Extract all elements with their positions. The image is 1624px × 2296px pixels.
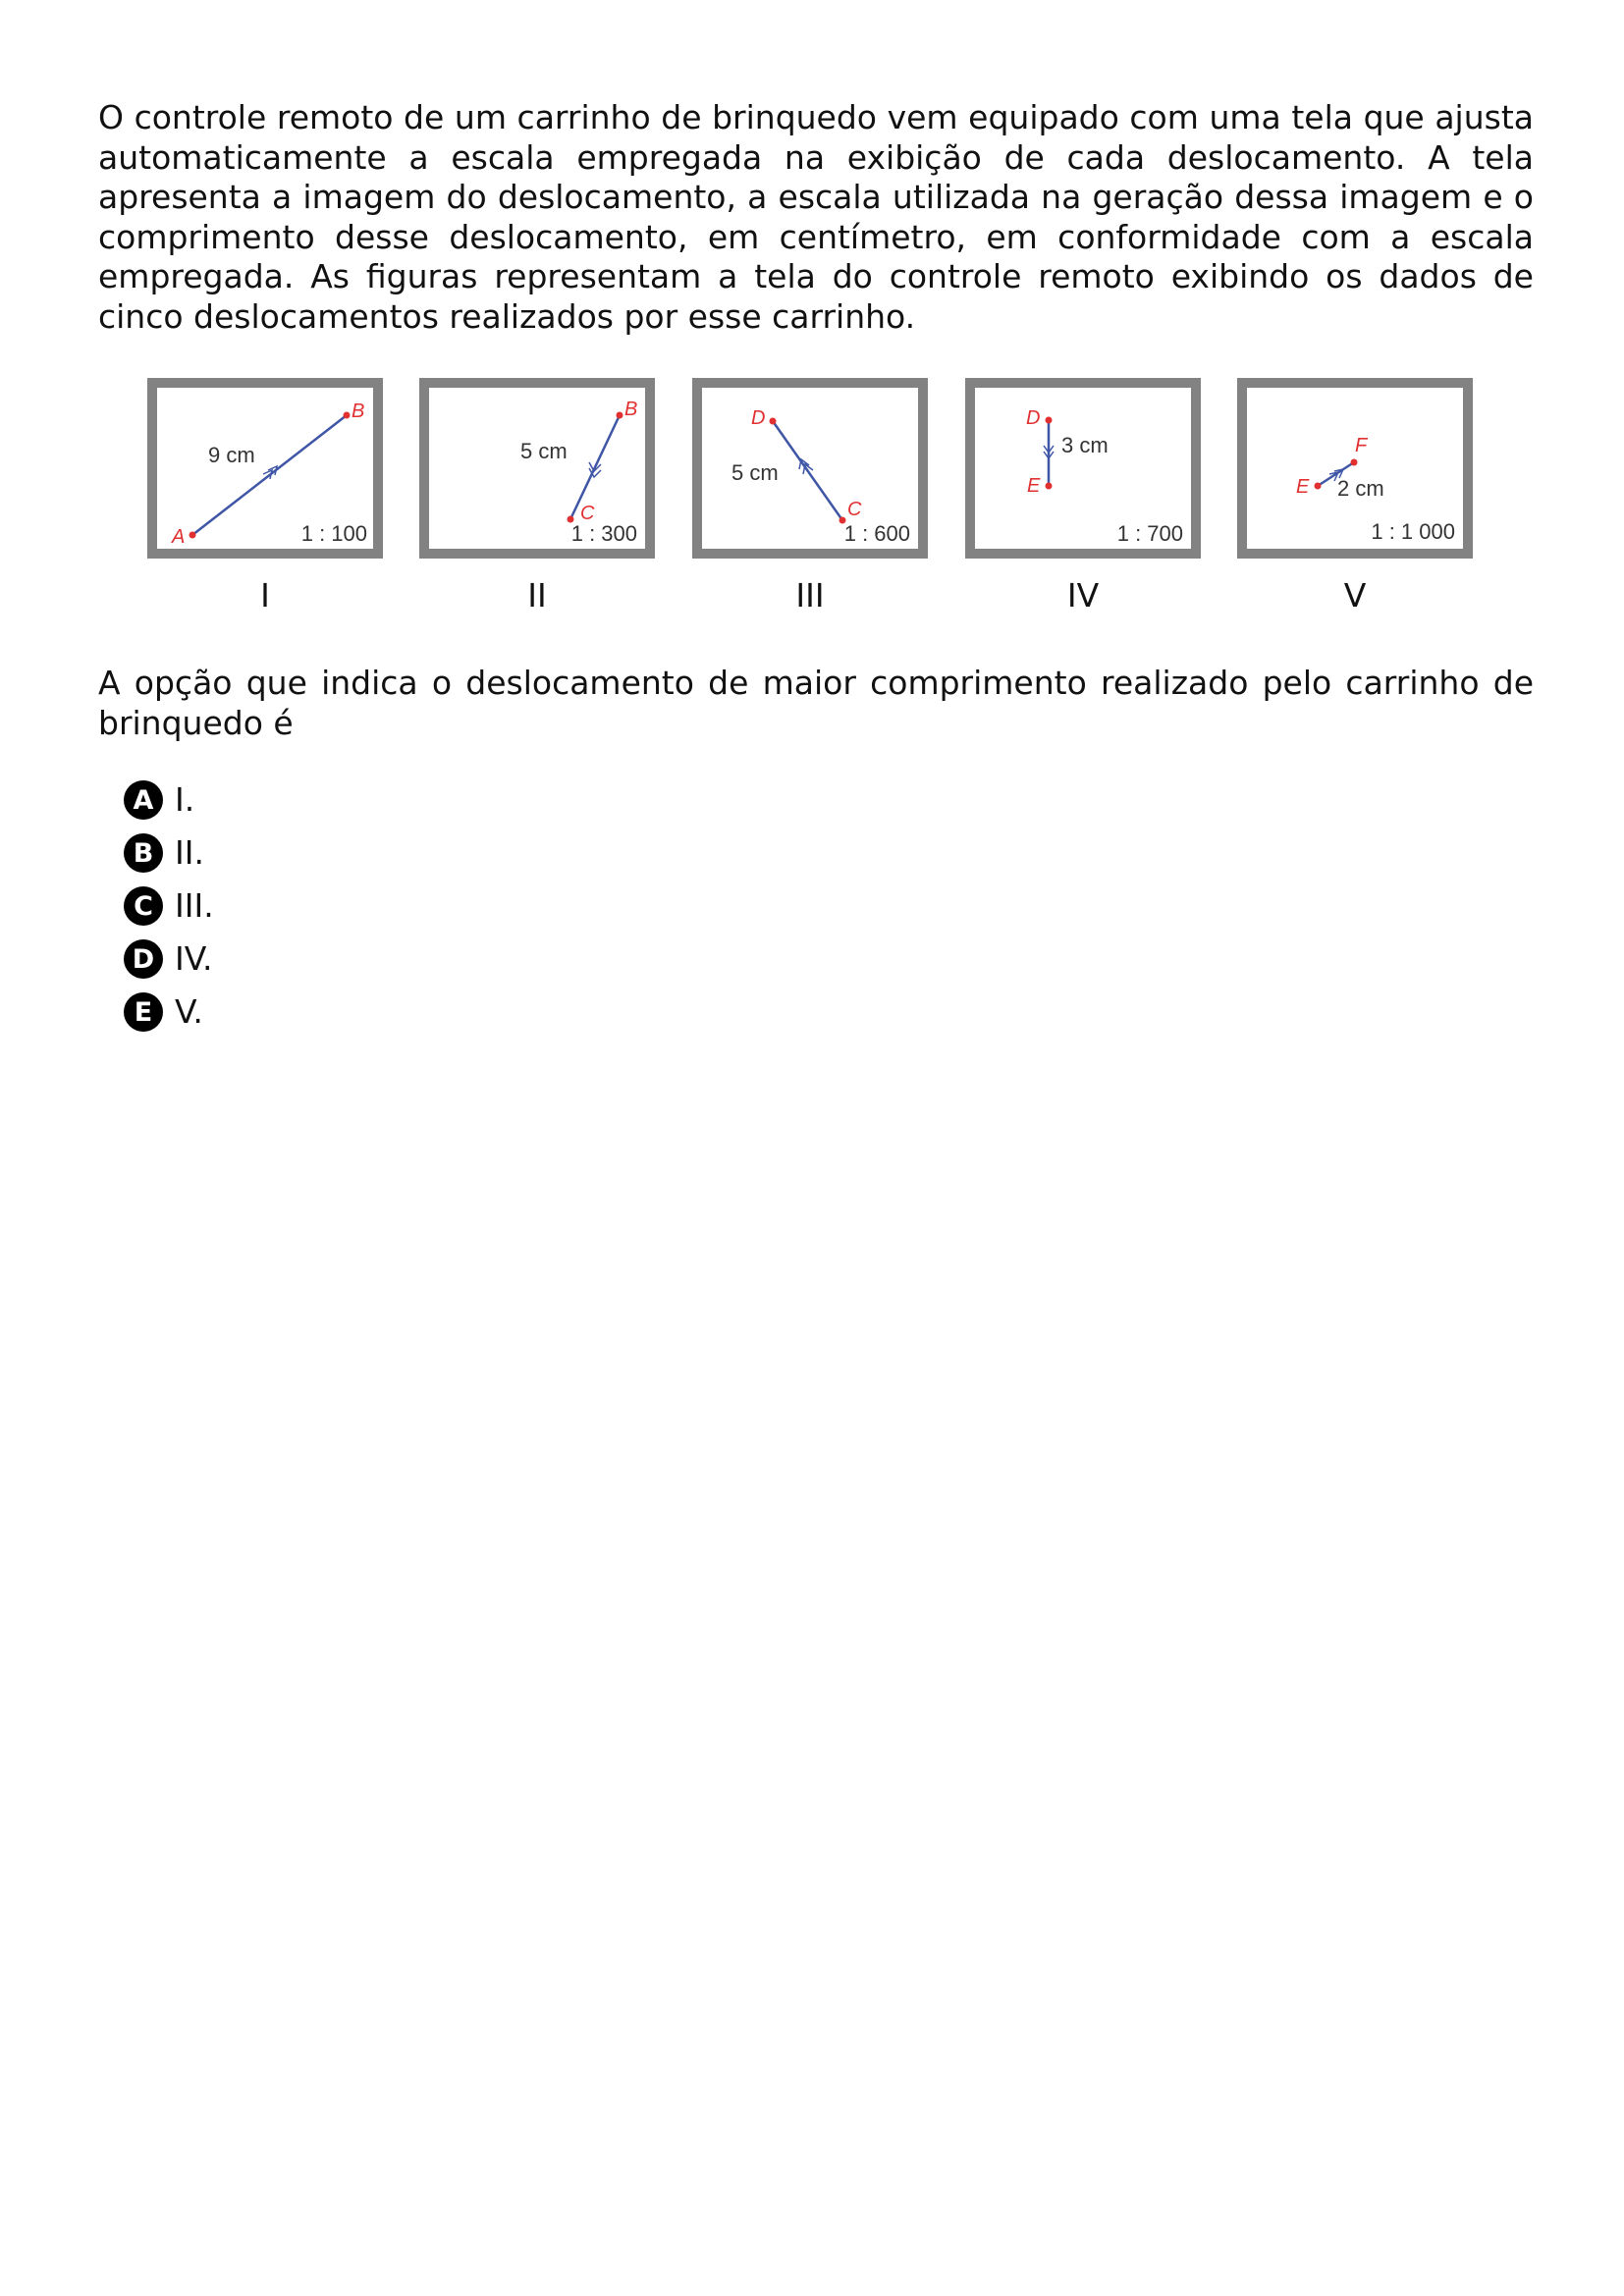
start-point-label: E <box>1296 476 1310 498</box>
option-letter-badge: B <box>124 833 163 873</box>
start-point <box>1046 417 1053 424</box>
displacement-segment <box>192 415 347 535</box>
option-text: V. <box>175 992 203 1031</box>
start-point <box>189 532 196 539</box>
question-prompt: A opção que indica o deslocamento de maior comprimento realizado pelo carrinho de brinquedo é <box>98 664 1534 742</box>
question-stem: O controle remoto de um carrinho de brinquedo vem equipado com uma tela que ajusta automaticamente a escala empregada na exibição de cada deslocamento. A tela apresenta a imagem do deslocamento, a escala utilizada na geração dessa imagem e o comprimento desse deslocamento, em centímetro, em conformidade com a escala empregada. As figuras representam a tela do controle remoto exibindo os dados de cinco deslocamentos realizados por esse carrinho. <box>98 98 1534 336</box>
option-d[interactable] <box>124 933 214 986</box>
start-point <box>1315 483 1322 490</box>
start-point <box>770 418 777 425</box>
option-text: I. <box>175 780 195 819</box>
scale-label: 1 : 600 <box>843 521 910 546</box>
option-b[interactable] <box>124 827 214 880</box>
end-point-label: C <box>847 499 862 520</box>
displacement-segment <box>773 421 842 520</box>
end-point-label: F <box>1355 435 1368 456</box>
screen-caption: IV <box>1066 576 1100 614</box>
start-point-label: D <box>1026 407 1041 429</box>
option-text: III. <box>175 886 214 925</box>
displacement-drawing <box>157 388 373 549</box>
displacement-drawing <box>702 388 918 549</box>
screen-panel-v <box>1237 378 1473 615</box>
remote-screen <box>147 378 383 559</box>
end-point-label: C <box>580 503 595 524</box>
option-letter-badge: D <box>124 939 163 979</box>
start-point-label: A <box>172 526 186 548</box>
displacement-drawing <box>1247 388 1463 549</box>
end-point <box>1046 483 1053 490</box>
end-point <box>344 412 351 419</box>
displacement-drawing <box>429 388 645 549</box>
option-text: II. <box>175 833 204 872</box>
length-label: 9 cm <box>208 443 255 467</box>
end-point-label: E <box>1027 475 1041 497</box>
remote-screen <box>1237 378 1473 559</box>
screen-caption: II <box>527 576 547 614</box>
screen-panel-iv <box>965 378 1201 615</box>
remote-screen <box>419 378 655 559</box>
screen-caption: I <box>260 576 270 614</box>
screen-panel-ii <box>419 378 655 615</box>
screen-panel-iii <box>692 378 928 615</box>
option-letter-badge: A <box>124 780 163 820</box>
option-e[interactable] <box>124 986 214 1039</box>
displacement-drawing <box>975 388 1191 549</box>
scale-label: 1 : 100 <box>300 521 367 546</box>
length-label: 5 cm <box>731 460 779 485</box>
length-label: 3 cm <box>1061 433 1109 457</box>
scale-label: 1 : 1 000 <box>1371 519 1455 544</box>
option-text: IV. <box>175 939 213 978</box>
end-point <box>1351 459 1358 466</box>
remote-screen <box>965 378 1201 559</box>
length-label: 2 cm <box>1337 476 1384 501</box>
screen-caption: V <box>1343 576 1367 614</box>
option-a[interactable] <box>124 774 214 827</box>
option-letter-badge: E <box>124 992 163 1032</box>
start-point-label: B <box>624 399 638 420</box>
screen-panel-i <box>147 378 383 615</box>
remote-screens-figure <box>147 378 1492 633</box>
answer-options <box>124 774 214 1039</box>
displacement-segment <box>570 415 620 519</box>
end-point-label: B <box>352 400 365 422</box>
option-letter-badge: C <box>124 886 163 926</box>
remote-screen <box>692 378 928 559</box>
start-point-label: D <box>751 407 766 429</box>
start-point <box>617 412 623 419</box>
scale-label: 1 : 700 <box>1116 521 1183 546</box>
length-label: 5 cm <box>520 439 568 463</box>
screen-caption: III <box>795 576 825 614</box>
scale-label: 1 : 300 <box>570 521 637 546</box>
option-c[interactable] <box>124 880 214 933</box>
